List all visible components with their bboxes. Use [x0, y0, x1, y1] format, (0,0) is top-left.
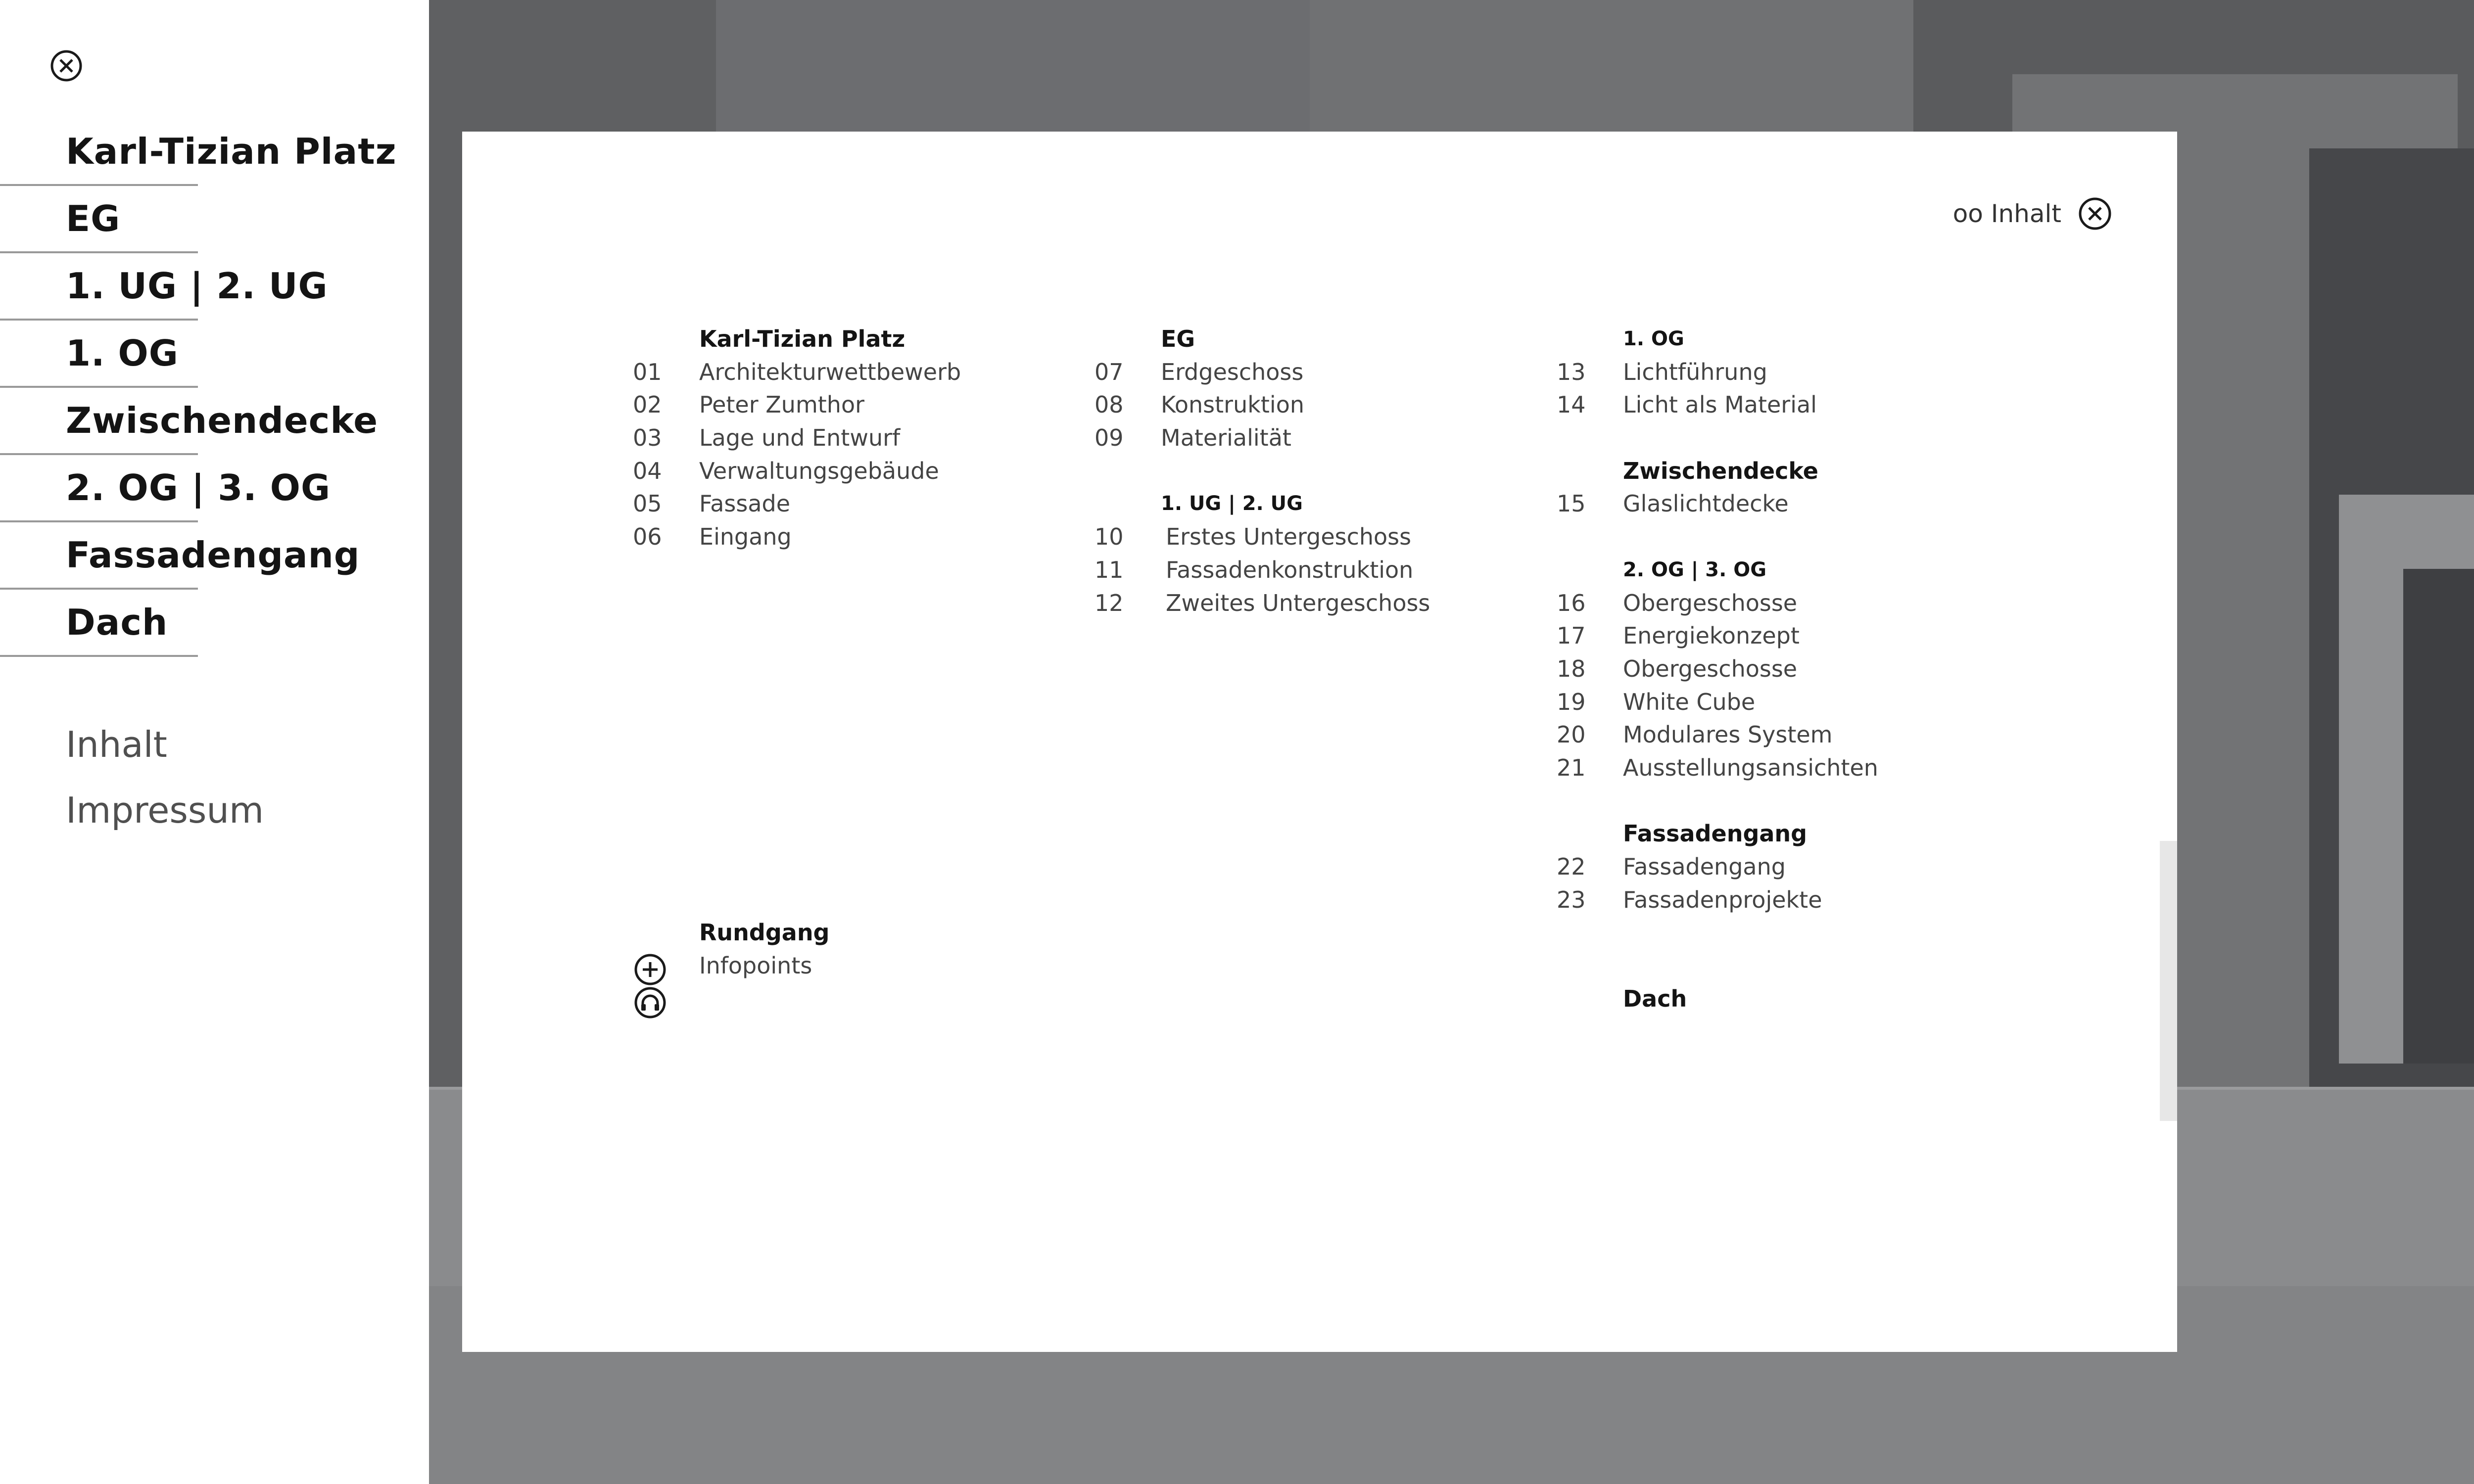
toc-item[interactable] — [1557, 883, 1878, 917]
toc-item[interactable] — [1557, 751, 1878, 785]
toc-item[interactable] — [1094, 356, 1430, 389]
item-number: 09 — [1094, 424, 1124, 452]
nav-item-ug[interactable] — [0, 253, 328, 321]
toc-item[interactable] — [1557, 587, 1878, 620]
close-icon[interactable] — [2077, 196, 2113, 232]
section-heading: Rundgang — [699, 919, 830, 946]
item-title: Zweites Untergeschoss — [1166, 589, 1430, 616]
section-heading[interactable]: 1. UG | 2. UG — [1161, 492, 1303, 515]
section-gap — [1094, 455, 1430, 488]
nav-item-2-3-og[interactable] — [0, 455, 331, 522]
section-heading[interactable]: 2. OG | 3. OG — [1623, 558, 1767, 581]
nav-item-fassadengang[interactable] — [0, 522, 360, 590]
item-number: 06 — [633, 523, 662, 551]
section-heading[interactable]: Dach — [1623, 985, 1687, 1012]
toc-item[interactable] — [1557, 850, 1878, 883]
contents-modal — [462, 132, 2177, 1352]
item-title: Peter Zumthor — [699, 391, 864, 418]
nav-label: 1. UG | 2. UG — [66, 265, 328, 307]
item-title: Verwaltungsgebäude — [699, 457, 939, 484]
item-number: 12 — [1094, 589, 1124, 616]
nav-item-1-og[interactable] — [0, 321, 198, 388]
item-title: Infopoints — [699, 952, 812, 979]
item-title: White Cube — [1623, 688, 1756, 715]
scrollbar-thumb[interactable] — [2160, 841, 2177, 1121]
toc-item[interactable] — [1557, 686, 1878, 719]
close-icon[interactable] — [49, 48, 84, 83]
nav-item-zwischendecke[interactable] — [0, 388, 379, 455]
item-title: Obergeschosse — [1623, 589, 1798, 616]
toc-item[interactable] — [1557, 718, 1878, 751]
item-title: Licht als Material — [1623, 391, 1817, 418]
item-title: Energiekonzept — [1623, 622, 1800, 649]
toc-item[interactable] — [1557, 356, 1878, 389]
item-number: 01 — [633, 358, 662, 385]
item-number: 22 — [1557, 853, 1586, 880]
toc-item[interactable] — [633, 487, 961, 520]
section-gap — [1557, 520, 1878, 554]
item-title: Glaslichtdecke — [1623, 490, 1789, 517]
section-heading[interactable]: Karl-Tizian Platz — [699, 325, 905, 352]
item-title: Lage und Entwurf — [699, 424, 901, 452]
item-title: Fassadengang — [1623, 853, 1786, 880]
item-title: Konstruktion — [1161, 391, 1304, 418]
headphones-icon — [633, 982, 699, 1023]
section-gap — [1557, 785, 1878, 818]
toc-item[interactable] — [1094, 587, 1430, 620]
section-gap — [1557, 949, 1878, 982]
item-number: 11 — [1094, 556, 1124, 583]
nav-link-inhalt[interactable]: Inhalt — [66, 724, 167, 765]
item-number: 20 — [1557, 721, 1586, 748]
toc-item[interactable] — [1094, 554, 1430, 587]
toc-item[interactable] — [633, 388, 961, 421]
item-number: 19 — [1557, 688, 1586, 715]
nav-link-impressum[interactable]: Impressum — [66, 789, 264, 831]
nav-label: Dach — [66, 602, 168, 643]
nav-label: EG — [66, 198, 121, 239]
item-title: Eingang — [699, 523, 792, 551]
item-title: Erdgeschoss — [1161, 358, 1304, 385]
item-number: 23 — [1557, 886, 1586, 913]
toc-item[interactable] — [1557, 619, 1878, 652]
nav-item-karl-tizian-platz[interactable] — [0, 119, 397, 186]
item-title: Lichtführung — [1623, 358, 1767, 385]
modal-header — [1953, 194, 2113, 233]
section-heading[interactable]: EG — [1161, 325, 1195, 352]
item-number: 14 — [1557, 391, 1586, 418]
toc-item[interactable] — [1557, 487, 1878, 520]
item-number: 08 — [1094, 391, 1124, 418]
section-gap — [1557, 916, 1878, 949]
item-title: Fassadenkonstruktion — [1166, 556, 1414, 583]
toc-item[interactable] — [1094, 520, 1430, 554]
nav-label: Fassadengang — [66, 534, 360, 576]
section-heading[interactable]: 1. OG — [1623, 327, 1684, 350]
nav-item-dach[interactable] — [0, 590, 198, 657]
item-number: 18 — [1557, 655, 1586, 682]
infopoints-row[interactable] — [633, 949, 830, 982]
nav-item-eg[interactable] — [0, 186, 198, 253]
rundgang-section — [633, 916, 830, 1023]
section-gap — [1557, 421, 1878, 455]
section-heading[interactable]: Fassadengang — [1623, 820, 1808, 847]
toc-item[interactable] — [633, 520, 961, 554]
item-number: 15 — [1557, 490, 1586, 517]
toc-item[interactable] — [1557, 652, 1878, 686]
item-number: 16 — [1557, 589, 1586, 616]
item-number: 05 — [633, 490, 662, 517]
nav-label: Zwischendecke — [66, 400, 379, 441]
item-number: 13 — [1557, 358, 1586, 385]
toc-item[interactable] — [1557, 388, 1878, 421]
item-number: 02 — [633, 391, 662, 418]
section-heading[interactable]: Zwischendecke — [1623, 457, 1818, 484]
main-nav — [0, 119, 397, 657]
nav-label: Karl-Tizian Platz — [66, 131, 397, 172]
sidebar — [0, 0, 429, 1484]
audio-guide-row[interactable] — [633, 982, 830, 1023]
toc-item[interactable] — [633, 455, 961, 488]
secondary-nav — [66, 717, 264, 849]
toc-column — [633, 323, 961, 554]
item-title: Erstes Untergeschoss — [1166, 523, 1412, 551]
toc-column — [1094, 323, 1430, 619]
item-number: 21 — [1557, 754, 1586, 781]
toc-item[interactable] — [1094, 388, 1430, 421]
item-title: Ausstellungsansichten — [1623, 754, 1878, 781]
item-number: 03 — [633, 424, 662, 452]
item-title: Materialität — [1161, 424, 1291, 452]
toc-item[interactable] — [633, 356, 961, 389]
item-number: 17 — [1557, 622, 1586, 649]
item-title: Obergeschosse — [1623, 655, 1798, 682]
item-number: 04 — [633, 457, 662, 484]
modal-title: oo Inhalt — [1952, 199, 2061, 228]
nav-label: 1. OG — [66, 332, 179, 374]
item-title: Modulares System — [1623, 721, 1833, 748]
toc-column — [1557, 323, 1878, 1015]
item-title: Architekturwettbewerb — [699, 358, 961, 385]
item-number: 07 — [1094, 358, 1124, 385]
toc-item[interactable] — [633, 421, 961, 455]
nav-label: 2. OG | 3. OG — [66, 467, 331, 509]
item-number: 10 — [1094, 523, 1124, 551]
toc-item[interactable] — [1094, 421, 1430, 455]
item-title: Fassadenprojekte — [1623, 886, 1822, 913]
item-title: Fassade — [699, 490, 791, 517]
